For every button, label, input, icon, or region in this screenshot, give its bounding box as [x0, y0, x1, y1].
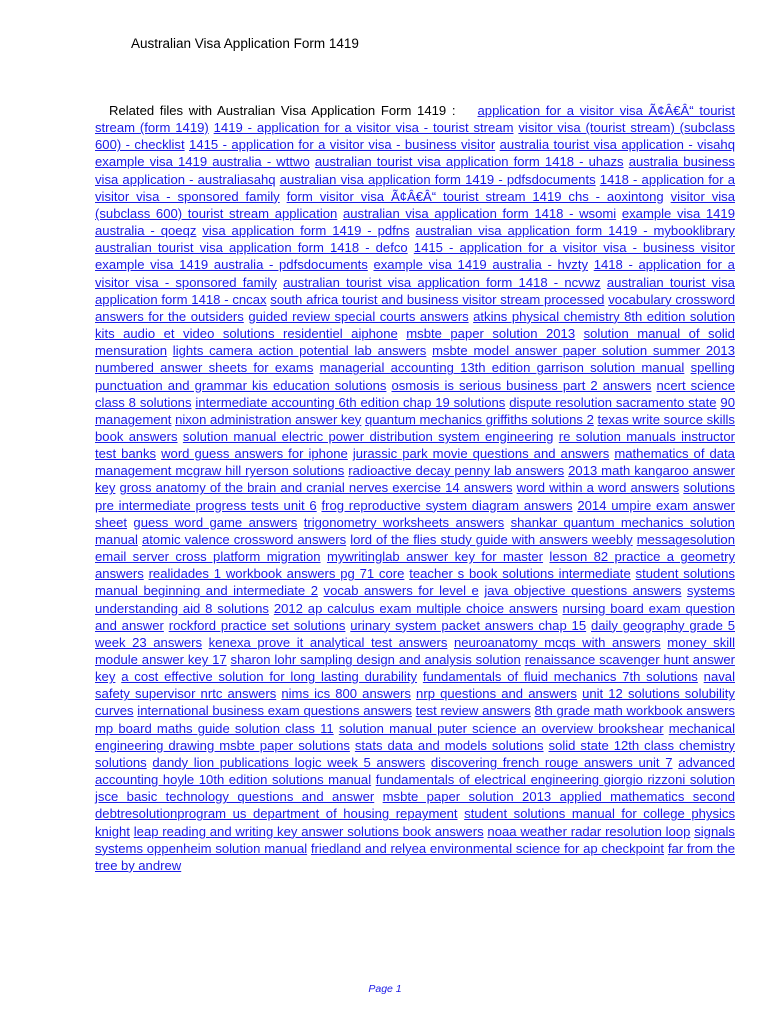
related-file-link[interactable]: ncert science class 8 solutions: [95, 377, 735, 410]
related-file-link[interactable]: shankar quantum mechanics solution manual: [95, 514, 735, 547]
related-file-link[interactable]: realidades 1 workbook answers pg 71 core: [148, 566, 405, 582]
related-file-link[interactable]: 1415 - application for a visitor visa - business visitor: [189, 137, 496, 153]
related-file-link[interactable]: jurassic park movie questions and answers: [352, 446, 610, 462]
related-file-link[interactable]: solid state 12th class chemistry solutions: [95, 737, 735, 770]
related-file-link[interactable]: nrp questions and answers: [416, 686, 577, 702]
related-file-link[interactable]: visa application form 1419 - pdfns: [202, 223, 410, 239]
related-file-link[interactable]: numbered answer sheets for exams: [95, 360, 314, 376]
related-file-link[interactable]: re solution manuals instructor test banks: [95, 428, 735, 462]
related-file-link[interactable]: unit 12 solutions solubility curves: [95, 686, 735, 719]
related-file-link[interactable]: friedland and relyea environmental science for ap checkpoint: [310, 840, 665, 856]
related-file-link[interactable]: atomic valence crossword answers: [141, 531, 347, 547]
related-file-link[interactable]: guess word game answers: [133, 514, 298, 530]
related-file-link[interactable]: atkins physical chemistry 8th edition solution: [473, 308, 736, 324]
related-file-link[interactable]: advanced accounting hoyle 10th edition solutions manual: [95, 754, 735, 788]
related-file-link[interactable]: dispute resolution sacramento state: [509, 394, 717, 410]
related-file-link[interactable]: international business exam questions answers: [137, 703, 412, 719]
related-file-link[interactable]: fundamentals of fluid mechanics 7th solutions: [422, 669, 698, 685]
related-file-link[interactable]: naval safety supervisor nrtc answers: [95, 669, 735, 702]
related-file-link[interactable]: gross anatomy of the brain and cranial nerves exercise 14 answers: [119, 480, 513, 496]
related-file-link[interactable]: australian visa application form 1419 - pdfsdocuments: [279, 171, 596, 187]
related-file-link[interactable]: 2012 ap calculus exam multiple choice answers: [273, 600, 558, 616]
related-file-link[interactable]: urinary system packet answers chap 15: [350, 617, 587, 633]
related-file-link[interactable]: australian visa application form 1419 - mybooklibrary: [415, 223, 735, 239]
related-file-link[interactable]: lesson 82 practice a geometry answers: [95, 549, 735, 582]
related-file-link[interactable]: money skill module answer key 17: [95, 634, 735, 667]
related-file-link[interactable]: form visitor visa Ã¢Â€Â“ tourist stream 1419 chs - aoxintong: [286, 188, 664, 204]
related-file-link[interactable]: visitor visa (tourist stream) (subclass 600) - checklist: [95, 120, 735, 153]
related-file-link[interactable]: msbte paper solution 2013 applied mathematics second: [382, 789, 735, 805]
related-file-link[interactable]: kits audio et video solutions residentiel aiphone: [95, 326, 398, 342]
related-file-link[interactable]: far from the tree by andrew: [95, 840, 735, 873]
related-file-link[interactable]: visitor visa (subclass 600) tourist stream application: [95, 188, 735, 221]
related-file-link[interactable]: example visa 1419 australia - hvzty: [373, 257, 589, 273]
related-file-link[interactable]: messagesolution email server cross platform migration: [95, 531, 735, 565]
related-file-link[interactable]: jsce basic technology questions and answer: [95, 789, 375, 805]
related-file-link[interactable]: south africa tourist and business visitor stream processed: [270, 291, 605, 307]
related-file-link[interactable]: australian tourist visa application form 1418 - uhazs: [314, 154, 624, 170]
related-file-link[interactable]: neuroanatomy mcqs with answers: [453, 634, 661, 650]
related-file-link[interactable]: australian tourist visa application form 1418 - cncax: [95, 274, 735, 307]
related-file-link[interactable]: sharon lohr sampling design and analysis solution: [230, 652, 521, 667]
related-file-link[interactable]: 1418 - application for a visitor visa - sponsored family: [95, 171, 735, 204]
related-file-link[interactable]: mechanical engineering drawing msbte paper solutions: [95, 720, 735, 753]
related-file-link[interactable]: fundamentals of electrical engineering giorgio rizzoni solution: [375, 772, 735, 788]
related-file-link[interactable]: lord of the flies study guide with answers weebly: [350, 531, 633, 547]
related-file-link[interactable]: signals systems oppenheim solution manual: [95, 823, 735, 856]
related-file-link[interactable]: spelling punctuation and grammar kis education solutions: [95, 360, 735, 393]
related-file-link[interactable]: texas write source skills book answers: [95, 411, 735, 444]
related-file-link[interactable]: dandy lion publications logic week 5 answers: [152, 754, 426, 770]
related-file-link[interactable]: solution manual of solid mensuration: [95, 326, 735, 359]
related-file-link[interactable]: solution manual electric power distribution system engineering: [182, 428, 554, 444]
related-file-link[interactable]: rockford practice set solutions: [168, 617, 346, 633]
related-file-link[interactable]: msbte model answer paper solution summer 2013: [432, 343, 735, 359]
related-file-link[interactable]: 90 management: [95, 394, 735, 427]
related-file-link[interactable]: solution manual puter science an overview brookshear: [338, 720, 664, 736]
related-file-link[interactable]: student solutions manual beginning and intermediate 2: [95, 566, 735, 599]
page-number: Page 1: [368, 983, 402, 995]
related-file-link[interactable]: nixon administration answer key: [175, 411, 362, 427]
related-file-link[interactable]: discovering french rouge answers unit 7: [430, 754, 673, 770]
related-file-link[interactable]: 1419 - application for a visitor visa - tourist stream: [213, 120, 514, 136]
related-file-link[interactable]: 1418 - application for a visitor visa - sponsored family: [95, 257, 735, 290]
related-file-link[interactable]: leap reading and writing key answer solutions book answers: [133, 823, 484, 839]
related-file-link[interactable]: nims ics 800 answers: [281, 686, 411, 702]
related-file-link[interactable]: solutions pre intermediate progress tests unit 6: [95, 480, 735, 513]
related-file-link[interactable]: test review answers: [415, 703, 531, 719]
document-title: Australian Visa Application Form 1419: [131, 36, 359, 51]
related-file-link[interactable]: 1415 - application for a visitor visa - business visitor: [413, 240, 735, 256]
related-file-link[interactable]: teacher s book solutions intermediate: [409, 566, 631, 582]
related-file-link[interactable]: nursing board exam question and answer: [95, 600, 735, 633]
related-file-link[interactable]: word guess answers for iphone: [161, 446, 348, 462]
related-file-link[interactable]: 2013 math kangaroo answer key: [95, 463, 735, 496]
related-file-link[interactable]: intermediate accounting 6th edition chap 19 solutions: [195, 394, 506, 410]
related-file-link[interactable]: vocab answers for level e: [323, 583, 479, 599]
related-file-link[interactable]: lights camera action potential lab answers: [172, 343, 427, 359]
related-file-link[interactable]: australia business visa application - australiasahq: [95, 154, 735, 187]
related-file-link[interactable]: word within a word answers: [516, 480, 680, 496]
related-file-link[interactable]: stats data and models solutions: [354, 737, 544, 753]
related-file-link[interactable]: student solutions manual for college physics knight: [95, 806, 736, 839]
related-file-link[interactable]: example visa 1419 australia - wttwo: [95, 154, 310, 170]
related-file-link[interactable]: systems understanding aid 8 solutions: [95, 583, 735, 616]
related-file-link[interactable]: application for a visitor visa Ã¢Â€Â“ tourist stream (form 1419): [95, 103, 735, 136]
related-file-link[interactable]: renaissance scavenger hunt answer key: [95, 652, 735, 685]
related-file-link[interactable]: daily geography grade 5 week 23 answers: [95, 617, 735, 650]
related-file-link[interactable]: frog reproductive system diagram answers: [321, 497, 573, 513]
related-file-link[interactable]: java objective questions answers: [484, 583, 682, 599]
related-file-link[interactable]: example visa 1419 australia - qoeqz: [95, 205, 735, 239]
related-file-link[interactable]: australian visa application form 1418 - wsomi: [342, 205, 617, 221]
related-file-link[interactable]: mp board maths guide solution class 11: [95, 720, 334, 736]
related-file-link[interactable]: mathematics of data management mcgraw hill ryerson solutions: [95, 446, 735, 479]
related-file-link[interactable]: trigonometry worksheets answers: [303, 514, 505, 530]
related-file-link[interactable]: quantum mechanics griffiths solutions 2: [364, 411, 594, 427]
related-file-link[interactable]: osmosis is serious business part 2 answers: [391, 377, 652, 393]
related-file-link[interactable]: debtresolutionprogram us department of housing repayment: [95, 806, 458, 822]
related-file-link[interactable]: australia tourist visa application - visahq: [499, 137, 735, 153]
related-file-link[interactable]: 2014 umpire exam answer sheet: [95, 497, 735, 530]
related-file-link[interactable]: example visa 1419 australia - pdfsdocuments: [95, 257, 368, 273]
related-file-link[interactable]: australian tourist visa application form 1418 - ncvwz: [283, 274, 601, 290]
related-file-link[interactable]: msbte paper solution 2013: [406, 326, 576, 342]
related-file-link[interactable]: 8th grade math workbook answers: [534, 703, 735, 719]
related-links-list: [95, 103, 735, 873]
related-file-link[interactable]: vocabulary crossword answers for the outsiders: [95, 291, 735, 324]
related-files-label: Related files with Australian Visa Application Form 1419 :: [109, 103, 456, 118]
related-file-link[interactable]: noaa weather radar resolution loop: [487, 823, 691, 839]
related-file-link[interactable]: guided review special courts answers: [248, 308, 469, 324]
related-file-link[interactable]: mywritinglab answer key for master: [326, 549, 544, 565]
related-file-link[interactable]: australian tourist visa application form 1418 - defco: [95, 240, 408, 256]
related-file-link[interactable]: kenexa prove it analytical test answers: [208, 634, 448, 650]
related-files-block: [95, 102, 735, 874]
related-file-link[interactable]: radioactive decay penny lab answers: [348, 463, 565, 479]
related-file-link[interactable]: managerial accounting 13th edition garrison solution manual: [319, 360, 685, 376]
related-file-link[interactable]: a cost effective solution for long lasting durability: [121, 669, 418, 685]
